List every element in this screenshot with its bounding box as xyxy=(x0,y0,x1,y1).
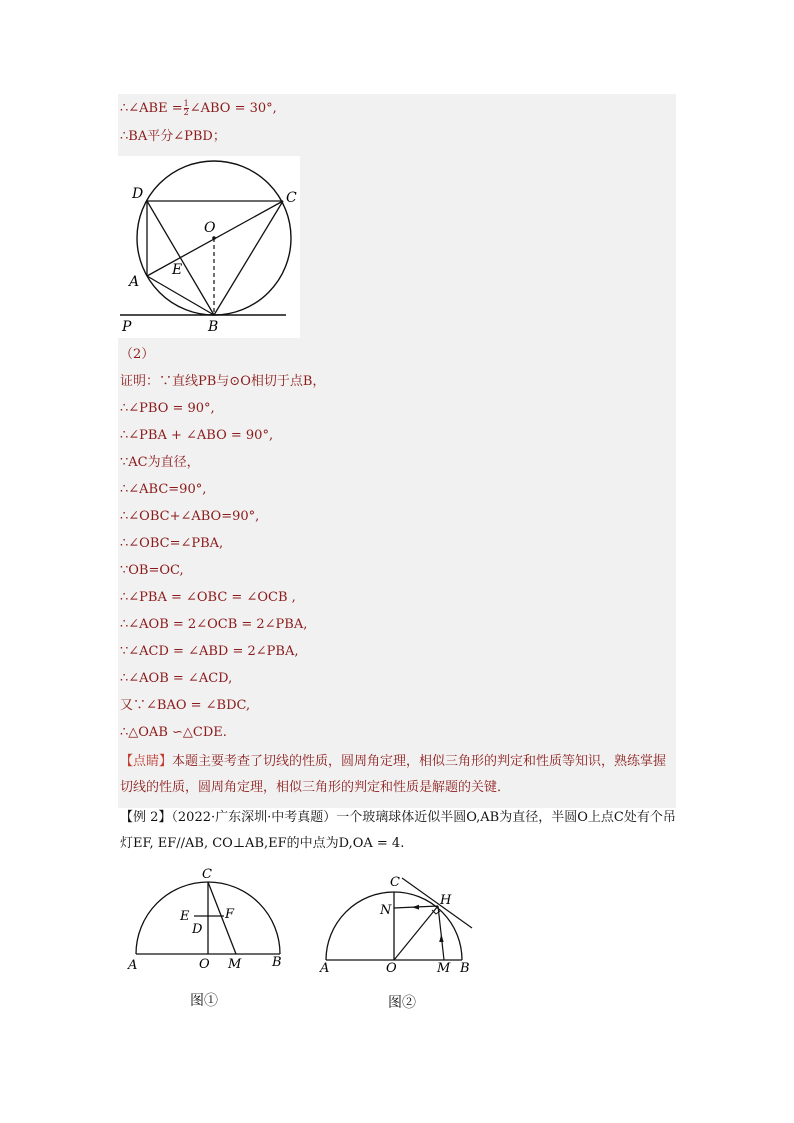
step-line-1 xyxy=(120,100,277,118)
step-line-13: ∵∠ACD = ∠ABD = 2∠PBA, xyxy=(120,644,299,659)
label-f: F xyxy=(225,907,235,922)
fraction-denominator: 2 xyxy=(183,108,189,117)
label-d: D xyxy=(132,186,144,202)
label-e: E xyxy=(180,909,190,924)
tangent-line-h xyxy=(402,878,472,928)
step-line-15: 又∵∠BAO = ∠BDC, xyxy=(120,698,251,713)
example-2-text: 【例 2】（2022·广东深圳·中考真题）一个玻璃球体近似半圆O,AB为直径，半圆O上点C处有个吊灯EF, EF//AB, CO⊥AB,EF的中点为D,OA = 4. xyxy=(120,810,676,851)
label-p: P xyxy=(122,319,132,335)
label-e: E xyxy=(172,262,183,278)
label-a: A xyxy=(128,958,138,972)
label-c: C xyxy=(202,867,212,882)
label-b: B xyxy=(460,961,470,976)
label-b: B xyxy=(272,955,282,970)
arrow-mh xyxy=(439,934,443,942)
center-point xyxy=(212,236,216,240)
step-line-10: ∵OB=OC, xyxy=(120,563,184,578)
step-line-8: ∴∠OBC+∠ABO=90°, xyxy=(120,509,260,524)
comment-paragraph xyxy=(120,749,676,801)
part-2-label: （2） xyxy=(120,347,155,362)
label-d: D xyxy=(192,922,203,937)
step-line-2: ∴BA平分∠PBD； xyxy=(120,129,226,144)
step-line-14: ∴∠AOB = ∠ACD, xyxy=(120,671,233,686)
step-line-16: ∴△OAB ∽△CDE. xyxy=(120,725,227,740)
step-text: ∠ABO = 30°, xyxy=(189,101,277,116)
figure-1-caption: 图① xyxy=(190,993,218,1009)
step-line-4: ∴∠PBO = 90°, xyxy=(120,401,215,416)
arrow-hn xyxy=(412,905,419,910)
step-line-12: ∴∠AOB = 2∠OCB = 2∠PBA, xyxy=(120,617,308,632)
step-line-11: ∴∠PBA = ∠OBC = ∠OCB , xyxy=(120,590,296,605)
figure-semicircle-2 xyxy=(318,870,478,980)
label-b: B xyxy=(208,319,219,335)
step-line-3: 证明：∵直线PB与⊙O相切于点B， xyxy=(120,374,326,389)
label-n: N xyxy=(380,903,392,918)
comment-text: 本题主要考查了切线的性质，圆周角定理，相似三角形的判定和性质等知识，熟练掌握切线的性质，圆周角定理，相似三角形的判定和性质是解题的关键． xyxy=(120,754,667,795)
comment-tag: 【点睛】 xyxy=(120,754,173,769)
label-o: O xyxy=(204,220,216,236)
label-o: O xyxy=(199,957,210,972)
fraction-half xyxy=(184,100,189,117)
label-h: H xyxy=(440,893,452,908)
step-text: ∴∠ABE = xyxy=(120,101,183,116)
step-line-7: ∴∠ABC=90°, xyxy=(120,482,207,497)
label-a: A xyxy=(129,274,140,290)
step-line-6: ∵AC为直径， xyxy=(120,455,200,470)
figure-circle-tangent xyxy=(118,156,300,338)
step-line-5: ∴∠PBA + ∠ABO = 90°, xyxy=(120,428,274,443)
figure-semicircle-1 xyxy=(124,862,294,972)
label-m: M xyxy=(228,957,242,972)
ray-mh xyxy=(438,906,444,960)
label-c: C xyxy=(286,190,297,206)
label-c: C xyxy=(390,875,400,890)
step-line-9: ∴∠OBC=∠PBA, xyxy=(120,536,224,551)
segment-oh xyxy=(394,906,438,960)
label-a: A xyxy=(320,961,330,976)
figure-2-caption: 图② xyxy=(388,995,416,1011)
label-m: M xyxy=(437,961,451,976)
label-o: O xyxy=(386,961,397,976)
fraction-numerator: 1 xyxy=(183,99,189,108)
